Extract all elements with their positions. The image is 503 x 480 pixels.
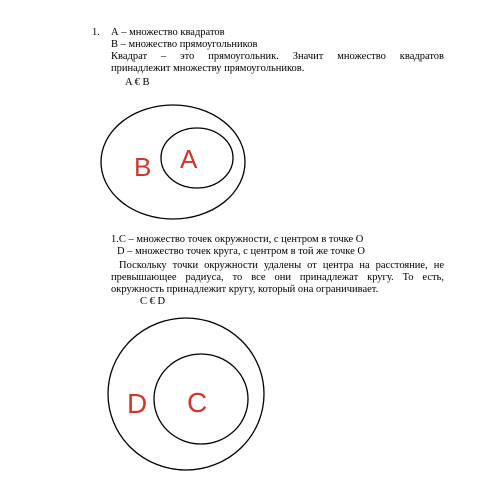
relation-a-b: A € B xyxy=(125,77,150,88)
explanation-line-1: Квадрат – это прямоугольник. Значит множество квадратов xyxy=(111,51,444,62)
explanation2-line-1: Поскольку точки окружности удалены от центра на расстояние, не xyxy=(119,260,444,271)
definition-c: 1.C – множество точек окружности, с центром в точке О xyxy=(111,234,364,245)
label-c: C xyxy=(187,387,208,418)
definition-a: А – множество квадратов xyxy=(111,27,225,38)
label-a: A xyxy=(180,144,198,174)
relation-c-d: C € D xyxy=(140,296,166,307)
item-number-1: 1. xyxy=(92,27,100,38)
set-b-circle xyxy=(101,105,245,219)
explanation2-line-2: превышающее радиуса, то все они принадлежат кругу. То есть, xyxy=(111,272,444,283)
explanation-line-2: принадлежит множеству прямоугольников. xyxy=(111,63,305,74)
explanation2-line-3: окружность принадлежит кругу, который она ограничивает. xyxy=(111,284,379,295)
label-b: B xyxy=(134,152,152,182)
definition-b: В – множество прямоугольников xyxy=(111,39,258,50)
label-d: D xyxy=(127,388,148,419)
definition-d: D – множество точек круга, с центром в той же точке О xyxy=(117,246,365,257)
